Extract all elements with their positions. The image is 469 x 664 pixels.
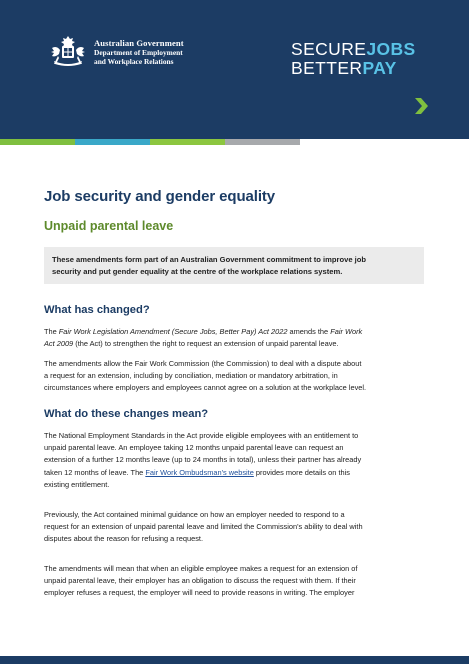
para-line: The amendments allow the Fair Work Commission (the Commission) to deal with a dispute about <box>44 359 362 368</box>
para-line: Act 2009 (the Act) to strengthen the right to request an extension of unpaid parental leave. <box>44 339 339 349</box>
paragraph-previous-act <box>44 509 428 546</box>
para-line: taken 12 months of leave. The Fair Work Ombudsman's website provides more details on this <box>44 467 350 477</box>
stripe-grey <box>225 139 300 145</box>
stripe-green <box>0 139 75 145</box>
paragraph-national-employment-standards <box>44 430 428 491</box>
secure-jobs-better-pay-logo <box>291 40 416 78</box>
gov-line-3: and Workplace Relations <box>94 57 174 66</box>
callout-line: security and put gender equality at the centre of the workplace relations system. <box>52 267 343 276</box>
para-line: extension of a further 12 months leave (up to 24 months in total), unless their partner has already <box>44 455 362 465</box>
brand-line-2 <box>291 59 416 78</box>
para-line: unpaid parental leave. An employee taking 12 months unpaid parental leave can request an <box>44 443 344 453</box>
brand-pay: PAY <box>362 58 397 78</box>
para-line: a request for an extension, including by conciliation, mediation or mandatory arbitration, in <box>44 371 338 381</box>
para-line: circumstances where employers and employees cannot agree on a solution at the workplace level. <box>44 383 367 393</box>
para-line: unpaid parental leave, their employer has an obligation to discuss the request with them. If their <box>44 576 356 586</box>
gov-line-1: Australian Government <box>94 38 184 48</box>
para-line: existing entitlement. <box>44 479 110 489</box>
intro-callout <box>44 247 424 284</box>
paragraph-employer-obligations <box>44 563 428 600</box>
para-line: The National Employment Standards in the Act provide eligible employees with an entitlement to <box>44 431 359 440</box>
footer-bar <box>0 656 469 664</box>
paragraph-commission-disputes <box>44 358 428 395</box>
page-title: Job security and gender equality <box>44 188 276 205</box>
para-line: request for an extension of unpaid parental leave and limited the Commission's ability to deal with <box>44 522 363 532</box>
header-banner <box>0 0 469 139</box>
color-stripe-bar <box>0 139 469 145</box>
section-heading-what-changes-mean: What do these changes mean? <box>44 408 209 420</box>
para-line: employer refuses a request, the employer will need to provide reasons in writing. The employer <box>44 588 355 598</box>
brand-better: BETTER <box>291 58 363 78</box>
section-heading-what-has-changed: What has changed? <box>44 304 150 316</box>
brand-jobs: JOBS <box>366 39 416 59</box>
para-line: The amendments will mean that when an eligible employee makes a request for an extension of <box>44 564 358 573</box>
para-line: disputes about the reason for refusing a request. <box>44 534 203 544</box>
stripe-lime <box>150 139 225 145</box>
stripe-blue <box>75 139 150 145</box>
chevron-right-icon <box>412 96 430 116</box>
fair-work-ombudsman-link[interactable]: Fair Work Ombudsman's website <box>145 467 254 477</box>
page-subtitle: Unpaid parental leave <box>44 219 174 233</box>
gov-line-2: Department of Employment <box>94 48 183 57</box>
brand-line-1 <box>291 40 416 59</box>
coat-of-arms-icon <box>48 34 88 68</box>
government-logo-text <box>94 39 184 66</box>
callout-line: These amendments form part of an Australian Government commitment to improve job <box>52 255 367 264</box>
paragraph-act-amendment <box>44 326 428 350</box>
para-line: Previously, the Act contained minimal guidance on how an employer needed to respond to a <box>44 510 345 519</box>
brand-secure: SECURE <box>291 39 367 59</box>
para-line: The Fair Work Legislation Amendment (Secure Jobs, Better Pay) Act 2022 amends the Fair Work <box>44 327 363 336</box>
